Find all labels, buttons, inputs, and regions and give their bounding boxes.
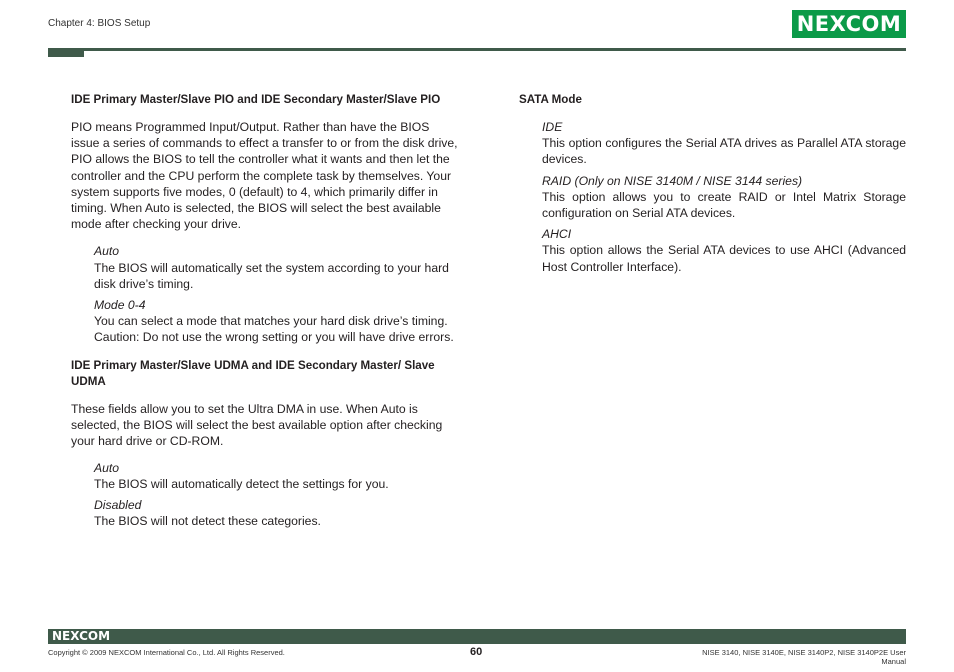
chapter-title: Chapter 4: BIOS Setup <box>48 18 151 29</box>
logo-text: NEXCOM <box>796 12 902 36</box>
option-term: Auto <box>94 461 120 476</box>
footer-square <box>891 629 896 634</box>
option-desc: This option allows the Serial ATA devices to use AHCI (Advanced Host Controller Interface). <box>542 243 906 274</box>
footer-square <box>891 636 896 641</box>
option-desc: The BIOS will automatically detect the settings for you. <box>94 477 389 492</box>
udma-description: These fields allow you to set the Ultra DMA in use. When Auto is selected, the BIOS will select the best available option after checking your hard drive or CD-ROM. <box>71 401 443 449</box>
option-term: RAID (Only on NISE 3140M / NISE 3144 series) <box>542 173 803 188</box>
footer-bar <box>48 629 906 644</box>
sata-heading: SATA Mode <box>519 93 582 106</box>
footer-square <box>898 636 903 641</box>
option-desc: The BIOS will not detect these categories. <box>94 513 321 528</box>
udma-options <box>94 460 458 529</box>
manual-title: NISE 3140, NISE 3140E, NISE 3140P2, NISE 3140P2E User Manual <box>702 648 906 666</box>
sata-options <box>542 119 906 275</box>
option-term: Disabled <box>94 497 142 512</box>
left-column <box>71 92 458 529</box>
header-accent-block <box>48 48 84 57</box>
option-term: AHCI <box>542 227 572 242</box>
option-desc: This option allows you to create RAID or Intel Matrix Storage configuration on Serial ATA devices. <box>542 189 906 221</box>
option-desc: This option configures the Serial ATA drives as Parallel ATA storage devices. <box>542 136 906 167</box>
pio-options <box>94 243 458 345</box>
footer-logo: NEXCOM <box>52 629 111 643</box>
header-rule <box>48 48 906 51</box>
pio-description: PIO means Programmed Input/Output. Rather than have the BIOS issue a series of commands to effect a transfer to or from the disk drive, PIO allows the BIOS to tell the controller what it wants and then let the controller and the CPU perform the complete task by themselves. Your system supports five modes, 0 (default) to 4, which primarily differ in timing. When Auto is selected, the BIOS will select the best available mode after checking your drive. <box>71 120 458 232</box>
nexcom-logo <box>792 10 906 38</box>
udma-heading: IDE Primary Master/Slave UDMA and IDE Secondary Master/ Slave UDMA <box>71 358 435 388</box>
pio-heading: IDE Primary Master/Slave PIO and IDE Secondary Master/Slave PIO <box>71 93 441 106</box>
page-number: 60 <box>470 646 483 658</box>
right-column <box>519 92 906 275</box>
copyright-text: Copyright © 2009 NEXCOM International Co., Ltd. All Rights Reserved. <box>48 648 285 657</box>
option-desc: You can select a mode that matches your hard disk drive’s timing. Caution: Do not use the wrong setting or you will have drive errors. <box>94 314 454 345</box>
option-term: Auto <box>94 244 120 259</box>
option-term: Mode 0-4 <box>94 298 146 313</box>
option-term: IDE <box>542 120 563 134</box>
option-desc: The BIOS will automatically set the system according to your hard disk drive’s timing. <box>94 260 449 291</box>
